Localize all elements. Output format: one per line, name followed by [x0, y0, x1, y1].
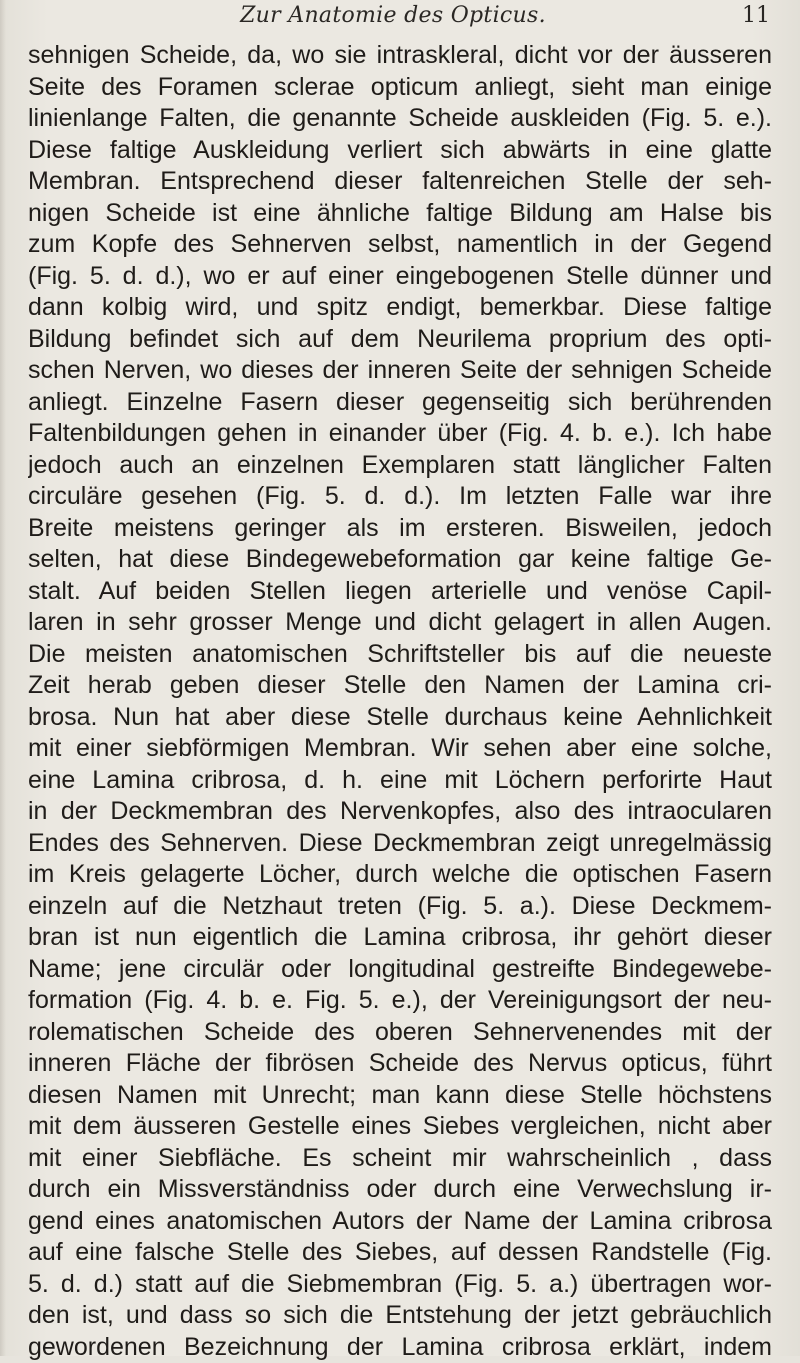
text-line: stalt. Auf beiden Stellen liegen arterielle und venöse Capil- — [28, 576, 772, 608]
text-line: Name; jene circulär oder longitudinal gestreifte Bindegewebe- — [28, 954, 772, 986]
text-line: sehnigen Scheide, da, wo sie intraskleral, dicht vor der äusseren — [28, 40, 772, 72]
page-number: 11 — [742, 3, 770, 28]
text-line: anliegt. Einzelne Fasern dieser gegenseitig sich berührenden — [28, 387, 772, 419]
text-line: diesen Namen mit Unrecht; man kann diese Stelle höchstens — [28, 1080, 772, 1112]
text-line: Faltenbildungen gehen in einander über (Fig. 4. b. e.). Ich habe — [28, 418, 772, 450]
text-line: linienlange Falten, die genannte Scheide auskleiden (Fig. 5. e.). — [28, 103, 772, 135]
text-line: 5. d. d.) statt auf die Siebmembran (Fig. 5. a.) übertragen wor- — [28, 1269, 772, 1301]
text-line: zum Kopfe des Sehnerven selbst, namentlich in der Gegend — [28, 229, 772, 261]
page-gutter-shadow — [0, 0, 6, 1356]
text-line: in der Deckmembran des Nervenkopfes, also des intraocularen — [28, 796, 772, 828]
text-line: circuläre gesehen (Fig. 5. d. d.). Im letzten Falle war ihre — [28, 481, 772, 513]
text-line: mit einer siebförmigen Membran. Wir sehen aber eine solche, — [28, 733, 772, 765]
text-line: durch ein Missverständniss oder durch eine Verwechslung ir- — [28, 1174, 772, 1206]
text-line: Endes des Sehnerven. Diese Deckmembran zeigt unregelmässig — [28, 828, 772, 860]
text-line: Die meisten anatomischen Schriftsteller bis auf die neueste — [28, 639, 772, 671]
text-line: Bildung befindet sich auf dem Neurilema proprium des opti- — [28, 324, 772, 356]
text-line: inneren Fläche der fibrösen Scheide des Nervus opticus, führt — [28, 1048, 772, 1080]
text-line: Zeit herab geben dieser Stelle den Namen der Lamina cri- — [28, 670, 772, 702]
text-line: Diese faltige Auskleidung verliert sich abwärts in eine glatte — [28, 135, 772, 167]
page-header — [0, 3, 800, 39]
text-line: formation (Fig. 4. b. e. Fig. 5. e.), der Vereinigungsort der neu- — [28, 985, 772, 1017]
running-title: Zur Anatomie des Opticus. — [238, 3, 548, 28]
text-line: (Fig. 5. d. d.), wo er auf einer eingebogenen Stelle dünner und — [28, 261, 772, 293]
text-line: im Kreis gelagerte Löcher, durch welche die optischen Fasern — [28, 859, 772, 891]
text-line: nigen Scheide ist eine ähnliche faltige Bildung am Halse bis — [28, 198, 772, 230]
text-line: einzeln auf die Netzhaut treten (Fig. 5. a.). Diese Deckmem- — [28, 891, 772, 923]
text-line: selten, hat diese Bindegewebeformation gar keine faltige Ge- — [28, 544, 772, 576]
text-line: Membran. Entsprechend dieser faltenreichen Stelle der seh- — [28, 166, 772, 198]
text-line: gend eines anatomischen Autors der Name der Lamina cribrosa — [28, 1206, 772, 1238]
body-text — [28, 40, 772, 1363]
text-line: brosa. Nun hat aber diese Stelle durchaus keine Aehnlichkeit — [28, 702, 772, 734]
text-line: mit dem äusseren Gestelle eines Siebes vergleichen, nicht aber — [28, 1111, 772, 1143]
text-line: bran ist nun eigentlich die Lamina cribrosa, ihr gehört dieser — [28, 922, 772, 954]
text-line: Seite des Foramen sclerae opticum anliegt, sieht man einige — [28, 72, 772, 104]
text-line: rolematischen Scheide des oberen Sehnervenendes mit der — [28, 1017, 772, 1049]
text-line: dann kolbig wird, und spitz endigt, bemerkbar. Diese faltige — [28, 292, 772, 324]
text-line: auf eine falsche Stelle des Siebes, auf dessen Randstelle (Fig. — [28, 1237, 772, 1269]
text-line: eine Lamina cribrosa, d. h. eine mit Löchern perforirte Haut — [28, 765, 772, 797]
text-line: den ist, und dass so sich die Entstehung der jetzt gebräuchlich — [28, 1300, 772, 1332]
text-line: Breite meistens geringer als im ersteren. Bisweilen, jedoch — [28, 513, 772, 545]
text-line: laren in sehr grosser Menge und dicht gelagert in allen Augen. — [28, 607, 772, 639]
text-line: jedoch auch an einzelnen Exemplaren statt länglicher Falten — [28, 450, 772, 482]
text-line: schen Nerven, wo dieses der inneren Seite der sehnigen Scheide — [28, 355, 772, 387]
text-line: gewordenen Bezeichnung der Lamina cribrosa erklärt, indem — [28, 1332, 772, 1363]
text-line: mit einer Siebfläche. Es scheint mir wahrscheinlich , dass — [28, 1143, 772, 1175]
